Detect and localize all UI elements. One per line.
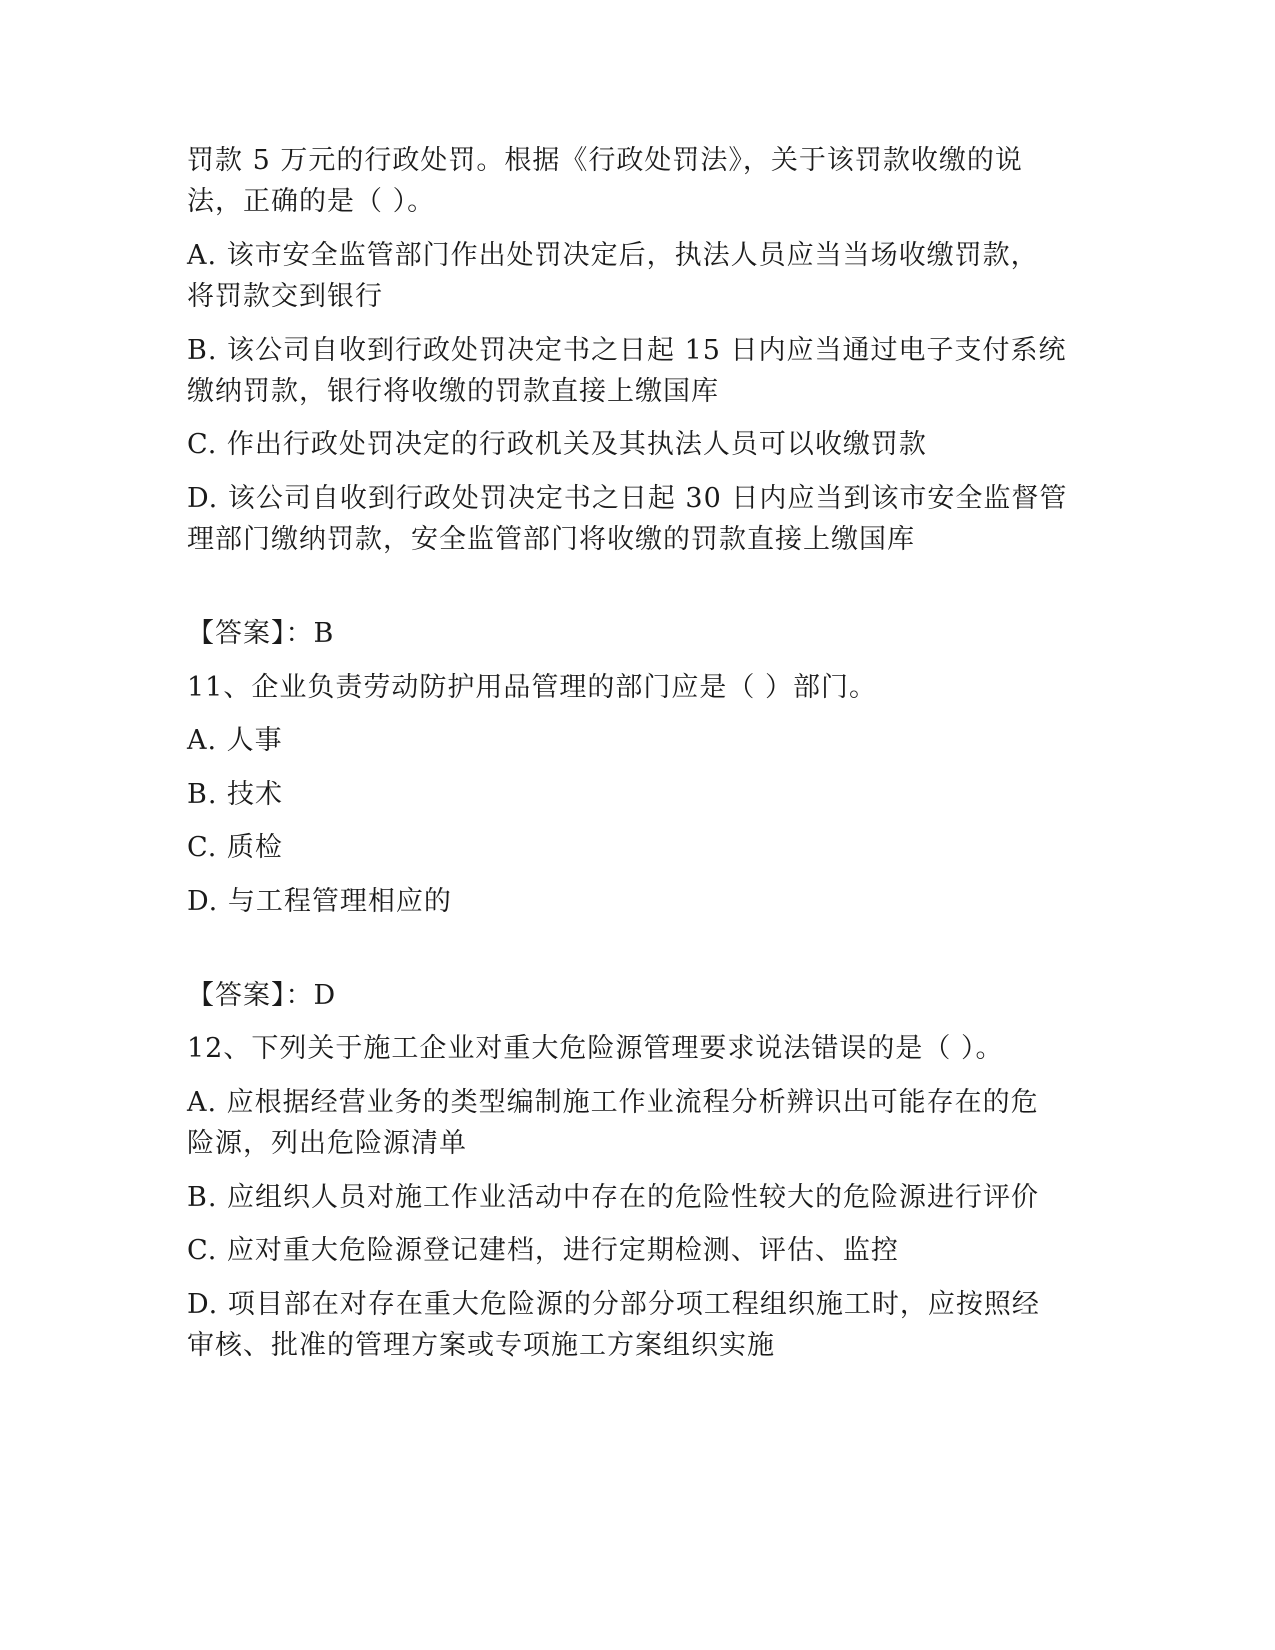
q11-option-a: A. 人事 [187, 725, 283, 756]
q10-stem-line-2: 法，正确的是（ ）。 [187, 186, 436, 217]
q12-stem: 12、下列关于施工企业对重大危险源管理要求说法错误的是（ ）。 [187, 1033, 1004, 1064]
q10-answer: 【答案】：B [187, 618, 335, 649]
q11-option-b: B. 技术 [187, 779, 284, 810]
q12-option-d-line-1: D. 项目部在对存在重大危险源的分部分项工程组织施工时，应按照经 [187, 1289, 1040, 1320]
q12-option-a-line-2: 险源，列出危险源清单 [187, 1128, 467, 1159]
q10-option-b-line-2: 缴纳罚款，银行将收缴的罚款直接上缴国库 [187, 376, 719, 407]
q11-stem: 11、企业负责劳动防护用品管理的部门应是（ ）部门。 [187, 672, 877, 703]
q10-stem-line-1: 罚款 5 万元的行政处罚。根据《行政处罚法》，关于该罚款收缴的说 [187, 145, 1023, 176]
q10-option-a-line-2: 将罚款交到银行 [187, 281, 383, 312]
q12-option-a-line-1: A. 应根据经营业务的类型编制施工作业流程分析辨识出可能存在的危 [187, 1087, 1039, 1118]
q12-option-c: C. 应对重大危险源登记建档，进行定期检测、评估、监控 [187, 1235, 899, 1266]
q11-option-d: D. 与工程管理相应的 [187, 886, 452, 917]
q10-option-d-line-1: D. 该公司自收到行政处罚决定书之日起 30 日内应当到该市安全监督管 [187, 483, 1068, 514]
q10-option-a-line-1: A. 该市安全监管部门作出处罚决定后，执法人员应当当场收缴罚款， [187, 240, 1039, 271]
q11-answer: 【答案】：D [187, 980, 337, 1011]
q12-option-d-line-2: 审核、批准的管理方案或专项施工方案组织实施 [187, 1330, 775, 1361]
q10-option-b-line-1: B. 该公司自收到行政处罚决定书之日起 15 日内应当通过电子支付系统 [187, 335, 1067, 366]
q10-option-c: C. 作出行政处罚决定的行政机关及其执法人员可以收缴罚款 [187, 429, 927, 460]
q10-option-d-line-2: 理部门缴纳罚款，安全监管部门将收缴的罚款直接上缴国库 [187, 524, 915, 555]
q11-option-c: C. 质检 [187, 832, 283, 863]
q12-option-b: B. 应组织人员对施工作业活动中存在的危险性较大的危险源进行评价 [187, 1182, 1040, 1213]
